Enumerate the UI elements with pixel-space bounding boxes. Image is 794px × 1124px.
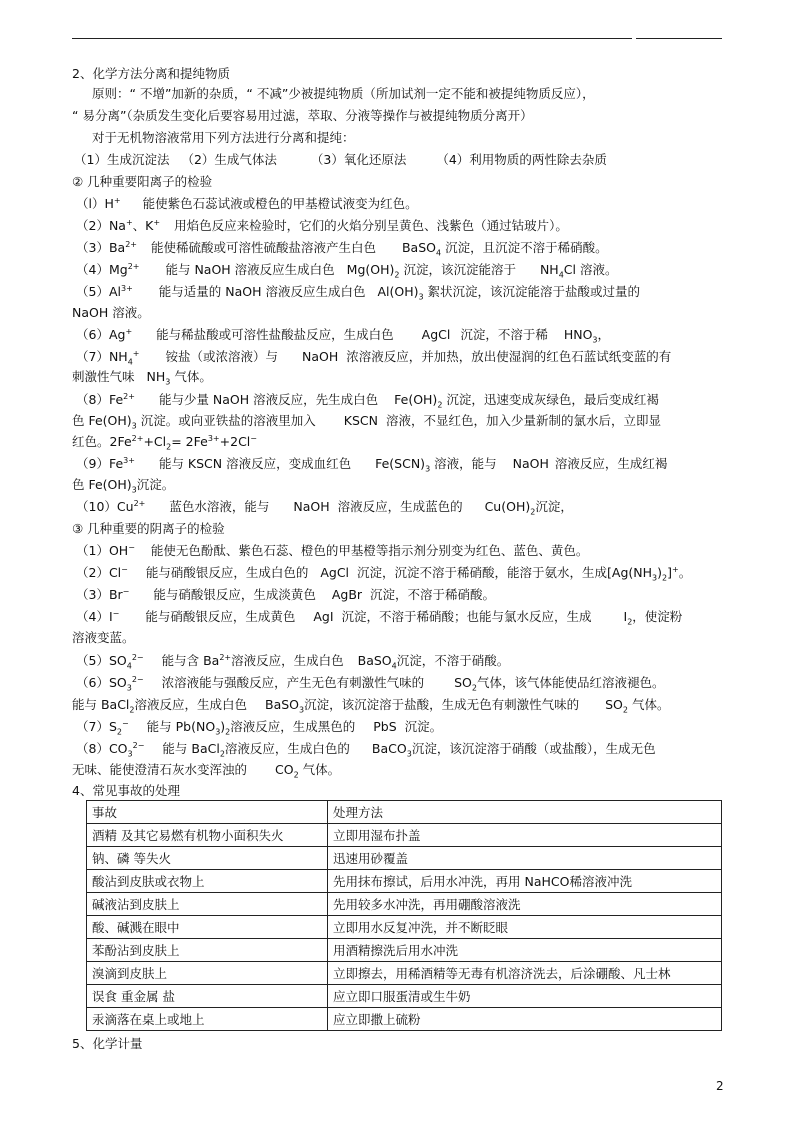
table-cell-method: 用酒精擦洗后用水冲洗 xyxy=(328,939,722,962)
table-cell-method: 先用抹布擦试，后用水冲洗，再用 NaHCO稀溶液冲洗 xyxy=(328,870,722,893)
table-cell-method: 立即用湿布扑盖 xyxy=(328,824,722,847)
anion-i-cont-line: 溶液变蓝。 xyxy=(72,630,135,645)
cation-nh4-line: $(7)NH_4^+$ 铵盐（或浓溶液）与 NaOH 浓溶液反应，并加热，放出使湿润的红色石蓝试纸变蓝的有 xyxy=(76,348,672,367)
table-row xyxy=(87,962,722,985)
table-row xyxy=(87,870,722,893)
table-cell-accident: 汞滴落在桌上或地上 xyxy=(87,1008,328,1031)
table-cell-accident: 苯酚沾到皮肤上 xyxy=(87,939,328,962)
anion-s-line: $(7)S_2^-$ 能与 $Pb(NO_3)_2$溶液反应，生成黑色的 PbS 沉淀。 xyxy=(76,718,443,737)
cation-ag-line: （6）Ag+ 能与稀盐酸或可溶性盐酸盐反应，生成白色 AgCl 沉淀，不溶于稀 $HNO_3$， xyxy=(76,326,611,345)
intro-line: 对于无机物溶液常用下列方法进行分离和提纯： xyxy=(92,130,355,145)
table-cell-accident: 溴滴到皮肤上 xyxy=(87,962,328,985)
table-row xyxy=(87,916,722,939)
table-cell-accident: 酒精 及其它易燃有机物小面积失火 xyxy=(87,824,328,847)
section-heading: 2、化学方法分离和提纯物质 xyxy=(72,66,230,81)
anion-cl-line: （2）Cl− 能与硝酸银反应，生成白色的 AgCl 沉淀，沉淀不溶于稀硝酸，能溶于氨水，生成$[Ag(NH_3)_2]^+$。 xyxy=(76,564,692,583)
cation-fe3-cont-line: 色 $Fe(OH)_3$沉淀。 xyxy=(72,477,175,495)
method-item: （3）氧化还原法 xyxy=(310,152,407,167)
accident-table xyxy=(86,800,722,1031)
anion-oh-line: （1）OH− 能使无色酚酞、紫色石蕊、橙色的甲基橙等指示剂分别变为红色、蓝色、黄色。 xyxy=(76,542,589,558)
cation-h-line: （l）H+ 能使紫色石蕊试液或橙色的甲基橙试液变为红色。 xyxy=(76,195,418,211)
cation-ba-line: $(3)Ba^{2+}$ 能使稀硫酸或可溶性硫酸盐溶液产生白色 BaSO$_4$ 沉淀，且沉淀不溶于稀硝酸。 xyxy=(76,239,608,258)
table-cell-accident: 钠、磷 等失火 xyxy=(87,847,328,870)
anion-co3-cont-line: 无味、能使澄清石灰水变浑浊的 $CO_2$ 气体。 xyxy=(72,762,341,780)
table-cell-method: 应立即口服蛋清或生牛奶 xyxy=(328,985,722,1008)
subsection-heading: ③ 几种重要的阴离子的检验 xyxy=(72,521,225,536)
table-cell-method: 应立即撒上硫粉 xyxy=(328,1008,722,1031)
anion-so3-cont-line: 能与 BaCl$_2$溶液反应，生成白色 BaSO$_3$沉淀，该沉淀溶于盐酸，生成无色有刺激性气味的 $SO_2$ 气体。 xyxy=(72,697,670,715)
cation-fe3-line: $(9)Fe^{3+}$ 能与 KSCN 溶液反应，变成血红色 $Fe(SCN)_3$ 溶液，能与 NaOH 溶液反应，生成红褐 xyxy=(76,455,668,474)
cation-fe2-cont-line: 色 $Fe(OH)_3$ 沉淀。或向亚铁盐的溶液里加入 KSCN 溶液，不显红色，加入少量新制的氯水后，立即显 xyxy=(72,413,661,431)
cation-cu-line: $(10)Cu^{2+}$ 蓝色水溶液，能与 NaOH 溶液反应，生成蓝色的 $Cu(OH)_2$沉淀， xyxy=(76,498,573,517)
page-number: 2 xyxy=(716,1079,724,1093)
method-item: （1）生成沉淀法 xyxy=(74,152,170,167)
cation-al-cont-line: NaOH 溶液。 xyxy=(72,305,150,320)
table-cell-accident: 酸、碱溅在眼中 xyxy=(87,916,328,939)
table-header-row xyxy=(87,801,722,824)
table-cell-method: 立即用水反复冲洗，并不断眨眼 xyxy=(328,916,722,939)
table-row xyxy=(87,893,722,916)
section-heading: 4、常见事故的处理 xyxy=(72,783,180,798)
section-heading: 5、化学计量 xyxy=(72,1036,143,1051)
principle-line: “ 易分离”（杂质发生变化后要容易用过滤，萃取、分液等操作与被提纯物质分离开） xyxy=(72,108,533,123)
anion-so3-line: $(6)SO_3^{2-}$ 浓溶液能与强酸反应，产生无色有刺激性气味的 $SO_2$气体，该气体能使品红溶液褪色。 xyxy=(76,674,665,693)
method-item: （4）利用物质的两性除去杂质 xyxy=(436,152,607,167)
method-item: （2）生成气体法 xyxy=(181,152,277,167)
cation-mg-line: $(4)Mg^{2+}$ 能与 NaOH 溶液反应生成白色 $Mg(OH)_2$ 沉淀，该沉淀能溶于 $NH_4Cl$ 溶液。 xyxy=(76,261,618,280)
subsection-heading: ② 几种重要阳离子的检验 xyxy=(72,174,213,189)
header-rule-right xyxy=(636,38,722,39)
table-header-cell: 事故 xyxy=(87,801,328,824)
table-row xyxy=(87,985,722,1008)
anion-so4-line: $(5)SO_4^{2-}$ 能与含 $Ba^{2+}$溶液反应，生成白色 BaSO$_4$沉淀，不溶于硝酸。 xyxy=(76,652,510,671)
table-cell-method: 先用较多水冲洗，再用硼酸溶液洗 xyxy=(328,893,722,916)
table-cell-accident: 碱液沾到皮肤上 xyxy=(87,893,328,916)
table-cell-method: 迅速用砂覆盖 xyxy=(328,847,722,870)
table-row xyxy=(87,847,722,870)
methods-line xyxy=(74,152,607,168)
table-row xyxy=(87,939,722,962)
table-header-cell: 处理方法 xyxy=(328,801,722,824)
table-cell-method: 立即擦去，用稀酒精等无毒有机溶济洗去，后涂硼酸、凡士林 xyxy=(328,962,722,985)
anion-co3-line: $(8)CO_3^{2-}$ 能与 BaCl$_2$溶液反应，生成白色的 BaCO$_3$沉淀，该沉淀溶于硝酸（或盐酸），生成无色 xyxy=(76,740,656,759)
header-rule-left xyxy=(72,38,632,39)
table-cell-accident: 酸沾到皮肤或衣物上 xyxy=(87,870,328,893)
cation-fe2-equation-line: 红色。$2Fe^{2+}+Cl_2= 2Fe^{3+}+2Cl^-$ xyxy=(72,433,257,452)
principle-line: 原则：“ 不增”加新的杂质，“ 不减”少被提纯物质（所加试剂一定不能和被提纯物质反应）， xyxy=(92,86,595,101)
cation-nh4-cont-line: 刺激性气味 $NH_3$ 气体。 xyxy=(72,369,212,387)
table-row xyxy=(87,1008,722,1031)
cation-na-k-line: （2）Na+、K+ 用焰色反应来检验时，它们的火焰分别呈黄色、浅紫色（通过钴玻片）。 xyxy=(76,217,568,233)
table-cell-accident: 误食 重金属 盐 xyxy=(87,985,328,1008)
cation-al-line: $(5)Al^{3+}$ 能与适量的 NaOH 溶液反应生成白色 $Al(OH)_3$ 絮状沉淀，该沉淀能溶于盐酸或过量的 xyxy=(76,283,641,302)
cation-fe2-line: $(8)Fe^{2+}$ 能与少量 NaOH 溶液反应，先生成白色 $Fe(OH)_2$ 沉淀，迅速变成灰绿色，最后变成红褐 xyxy=(76,391,659,410)
anion-br-line: （3）Br− 能与硝酸银反应，生成淡黄色 AgBr 沉淀，不溶于稀硝酸。 xyxy=(76,586,496,602)
table-row xyxy=(87,824,722,847)
anion-i-line: （4）I− 能与硝酸银反应，生成黄色 AgI 沉淀，不溶于稀硝酸；也能与氯水反应，生成 $I_2$，使淀粉 xyxy=(76,608,683,627)
